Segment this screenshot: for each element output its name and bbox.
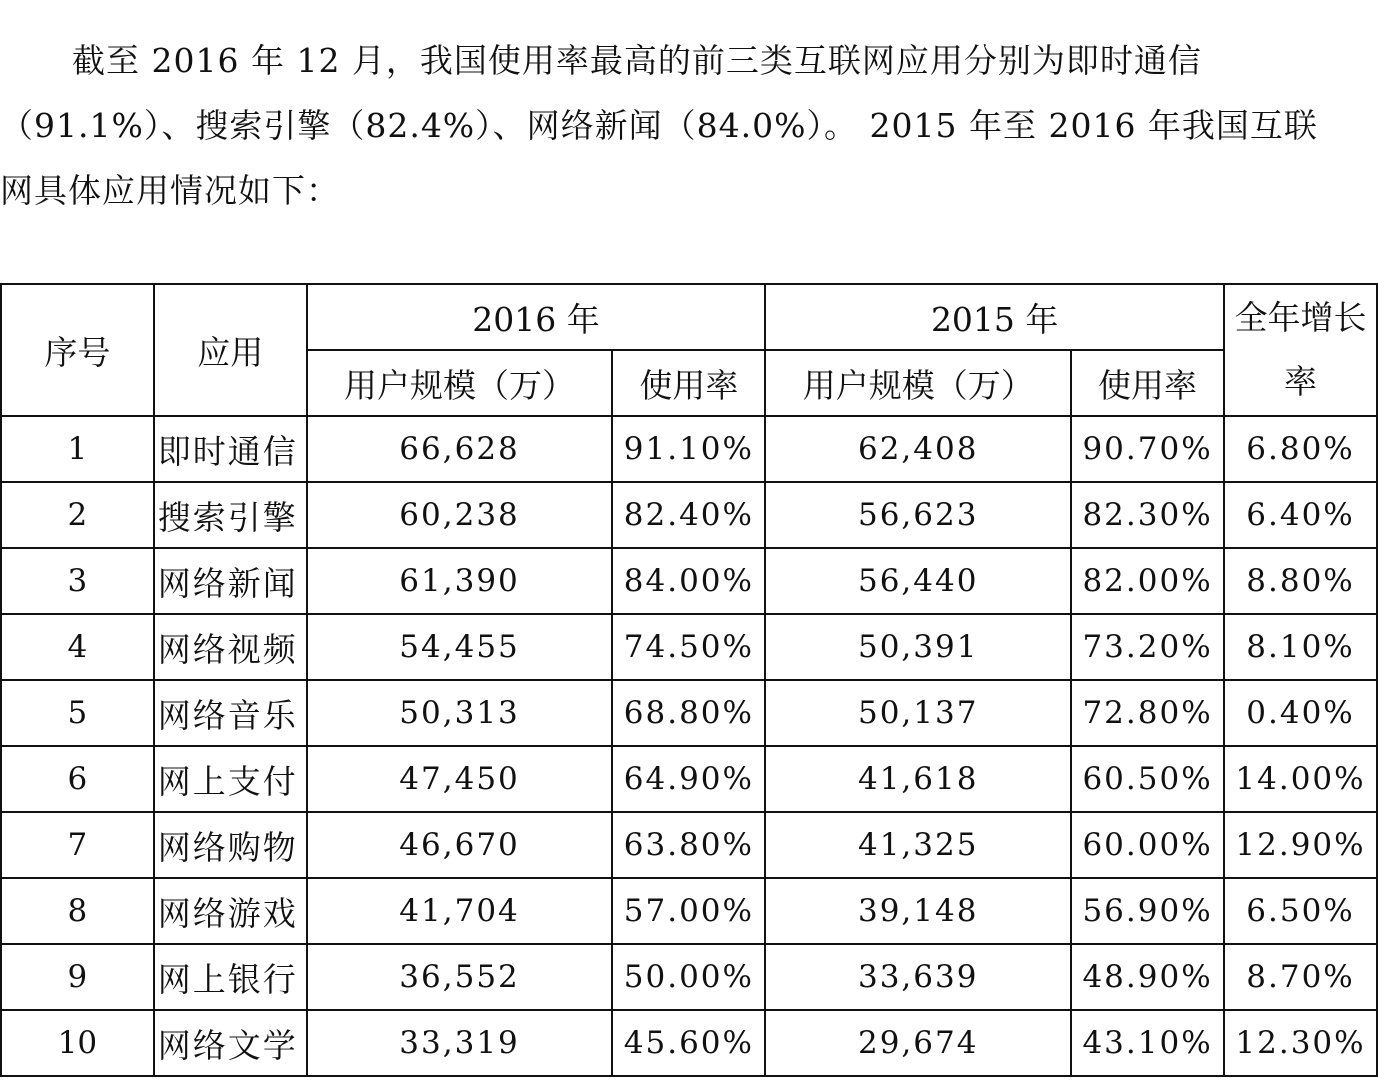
cell-users-2016: 36,552	[307, 944, 613, 1010]
cell-users-2015: 41,325	[765, 812, 1071, 878]
cell-index: 3	[1, 548, 154, 614]
cell-users-2016: 54,455	[307, 614, 613, 680]
table-row	[1, 482, 1377, 548]
cell-rate-2016: 91.10%	[612, 416, 765, 482]
cell-growth: 8.80%	[1224, 548, 1377, 614]
cell-app: 网上支付	[154, 746, 307, 812]
table-row	[1, 812, 1377, 878]
cell-users-2016: 66,628	[307, 416, 613, 482]
cell-rate-2016: 63.80%	[612, 812, 765, 878]
cell-app: 网络音乐	[154, 680, 307, 746]
intro-line-2: （91.1%）、搜索引擎（82.4%）、网络新闻（84.0%）。 2015 年至 2016 年我国互联	[0, 106, 1318, 145]
cell-rate-2016: 84.00%	[612, 548, 765, 614]
intro-line-1: 截至 2016 年 12 月，我国使用率最高的前三类互联网应用分别为即时通信	[72, 41, 1202, 80]
cell-growth: 12.90%	[1224, 812, 1377, 878]
cell-index: 1	[1, 416, 154, 482]
cell-rate-2016: 82.40%	[612, 482, 765, 548]
cell-index: 5	[1, 680, 154, 746]
cell-growth: 6.80%	[1224, 416, 1377, 482]
intro-paragraph	[0, 28, 1378, 223]
header-users-2015: 用户规模（万）	[765, 350, 1071, 416]
cell-users-2016: 41,704	[307, 878, 613, 944]
table-row	[1, 878, 1377, 944]
cell-users-2015: 41,618	[765, 746, 1071, 812]
cell-growth: 8.10%	[1224, 614, 1377, 680]
table-row	[1, 614, 1377, 680]
cell-rate-2016: 45.60%	[612, 1010, 765, 1076]
cell-rate-2016: 57.00%	[612, 878, 765, 944]
intro-line-3: 网具体应用情况如下：	[0, 171, 340, 210]
header-rate-2015: 使用率	[1071, 350, 1224, 416]
table-row	[1, 680, 1377, 746]
table-row	[1, 1010, 1377, 1076]
header-year-2015: 2015 年	[765, 284, 1224, 350]
cell-rate-2015: 82.30%	[1071, 482, 1224, 548]
cell-rate-2015: 82.00%	[1071, 548, 1224, 614]
cell-rate-2016: 64.90%	[612, 746, 765, 812]
cell-index: 2	[1, 482, 154, 548]
cell-app: 网络游戏	[154, 878, 307, 944]
table-row	[1, 416, 1377, 482]
cell-users-2016: 61,390	[307, 548, 613, 614]
cell-rate-2015: 90.70%	[1071, 416, 1224, 482]
cell-users-2015: 56,623	[765, 482, 1071, 548]
cell-rate-2015: 72.80%	[1071, 680, 1224, 746]
table-row	[1, 746, 1377, 812]
cell-growth: 12.30%	[1224, 1010, 1377, 1076]
header-year-2016: 2016 年	[307, 284, 766, 350]
cell-app: 网络文学	[154, 1010, 307, 1076]
cell-index: 9	[1, 944, 154, 1010]
cell-index: 8	[1, 878, 154, 944]
cell-users-2015: 50,137	[765, 680, 1071, 746]
table-row	[1, 944, 1377, 1010]
cell-rate-2015: 60.50%	[1071, 746, 1224, 812]
internet-apps-table	[0, 283, 1378, 1077]
cell-rate-2016: 68.80%	[612, 680, 765, 746]
cell-growth: 6.40%	[1224, 482, 1377, 548]
cell-users-2015: 33,639	[765, 944, 1071, 1010]
cell-rate-2015: 60.00%	[1071, 812, 1224, 878]
cell-users-2016: 46,670	[307, 812, 613, 878]
cell-growth: 8.70%	[1224, 944, 1377, 1010]
cell-rate-2016: 50.00%	[612, 944, 765, 1010]
cell-app: 网络新闻	[154, 548, 307, 614]
cell-app: 即时通信	[154, 416, 307, 482]
cell-app: 搜索引擎	[154, 482, 307, 548]
header-growth: 全年增长率	[1224, 284, 1377, 416]
cell-users-2016: 50,313	[307, 680, 613, 746]
cell-app: 网上银行	[154, 944, 307, 1010]
cell-index: 6	[1, 746, 154, 812]
cell-app: 网络视频	[154, 614, 307, 680]
table-row	[1, 548, 1377, 614]
cell-rate-2016: 74.50%	[612, 614, 765, 680]
cell-app: 网络购物	[154, 812, 307, 878]
cell-users-2016: 60,238	[307, 482, 613, 548]
cell-growth: 14.00%	[1224, 746, 1377, 812]
cell-users-2016: 47,450	[307, 746, 613, 812]
header-row-1	[1, 284, 1377, 350]
cell-users-2016: 33,319	[307, 1010, 613, 1076]
header-index: 序号	[1, 284, 154, 416]
table-body	[1, 416, 1377, 1076]
cell-users-2015: 50,391	[765, 614, 1071, 680]
cell-rate-2015: 73.20%	[1071, 614, 1224, 680]
cell-users-2015: 56,440	[765, 548, 1071, 614]
header-users-2016: 用户规模（万）	[307, 350, 613, 416]
cell-rate-2015: 43.10%	[1071, 1010, 1224, 1076]
cell-users-2015: 29,674	[765, 1010, 1071, 1076]
cell-rate-2015: 48.90%	[1071, 944, 1224, 1010]
cell-index: 4	[1, 614, 154, 680]
cell-growth: 6.50%	[1224, 878, 1377, 944]
cell-index: 7	[1, 812, 154, 878]
cell-users-2015: 62,408	[765, 416, 1071, 482]
header-rate-2016: 使用率	[612, 350, 765, 416]
cell-rate-2015: 56.90%	[1071, 878, 1224, 944]
cell-growth: 0.40%	[1224, 680, 1377, 746]
cell-users-2015: 39,148	[765, 878, 1071, 944]
cell-index: 10	[1, 1010, 154, 1076]
header-app: 应用	[154, 284, 307, 416]
